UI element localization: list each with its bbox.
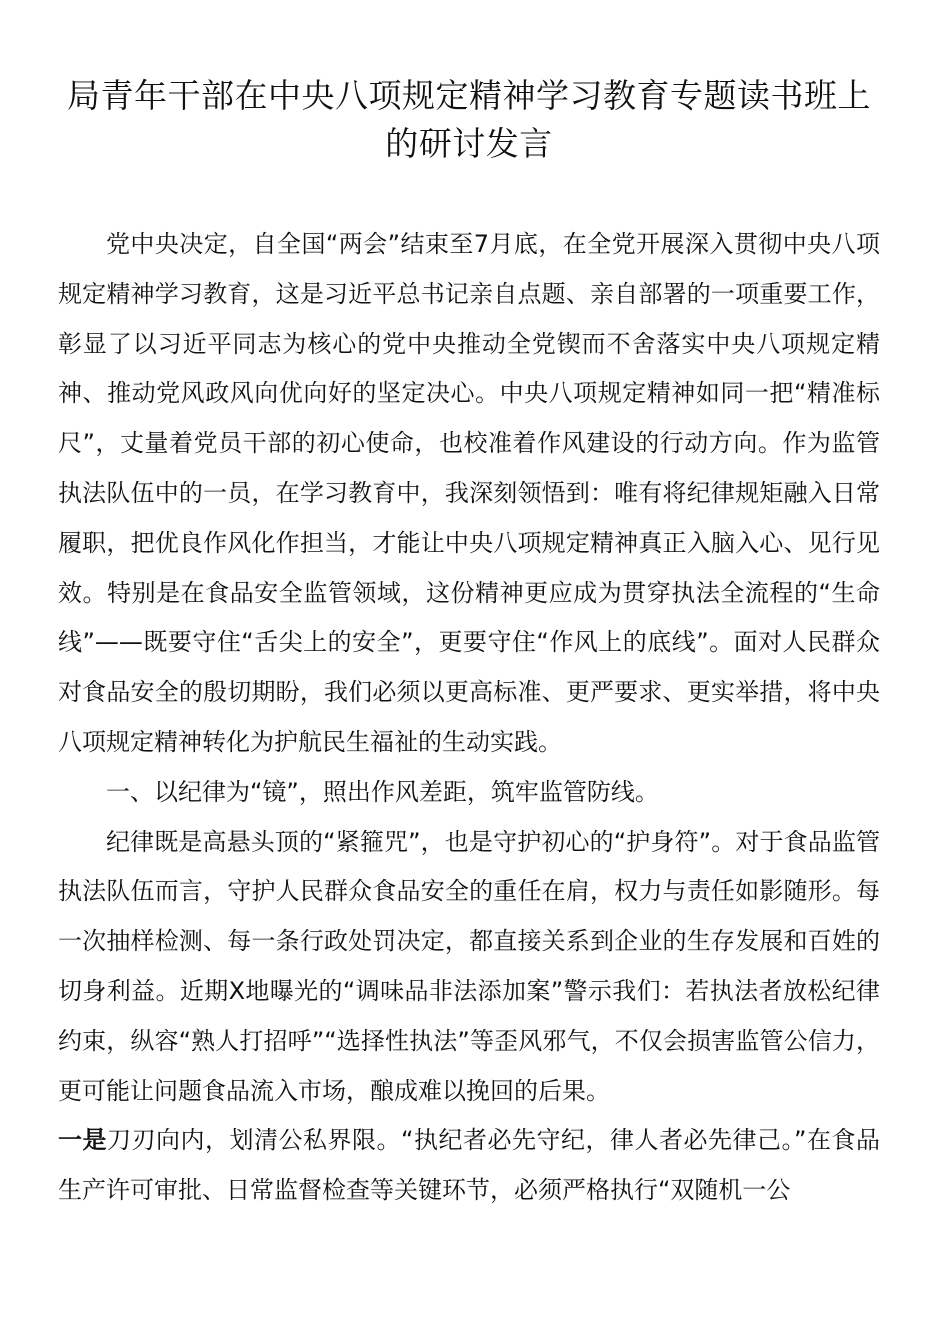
point-label: 一是 [58, 1126, 108, 1155]
intro-paragraph: 党中央决定，自全国“两会”结束至7月底，在全党开展深入贯彻中央八项规定精神学习教育，这是习近平总书记亲自点题、亲自部署的一项重要工作，彰显了以习近平同志为核心的党中央推动全党锲而不舍落实中央八项规定精神、推动党风政风向优向好的坚定决心。中央八项规定精神如同一把“精准标尺”，丈量着党员干部的初心使命，也校准着作风建设的行动方向。作为监管执法队伍中的一员，在学习教育中，我深刻领悟到：唯有将纪律规矩融入日常履职，把优良作风化作担当，才能让中央八项规定精神真正入脑入心、见行见效。特别是在食品安全监管领域，这份精神更应成为贯穿执法全流程的“生命线”——既要守住“舌尖上的安全”，更要守住“作风上的底线”。面对人民群众对食品安全的殷切期盼，我们必须以更高标准、更严要求、更实举措，将中央八项规定精神转化为护航民生福祉的生动实践。 [58, 230, 880, 756]
document-page [58, 0, 880, 1216]
document-body [58, 220, 880, 1216]
point-text: 刀刃向内，划清公私界限。“执纪者必先守纪，律人者必先律己。”在食品生产许可审批、日常监督检查等关键环节，必须严格执行“双随机一公 [58, 1126, 880, 1205]
section-paragraph: 纪律既是高悬头顶的“紧箍咒”，也是守护初心的“护身符”。对于食品监管执法队伍而言，守护人民群众食品安全的重任在肩，权力与责任如影随形。每一次抽样检测、每一条行政处罚决定，都直接关系到企业的生存发展和百姓的切身利益。近期X地曝光的“调味品非法添加案”警示我们：若执法者放松纪律约束，纵容“熟人打招呼”“选择性执法”等歪风邪气，不仅会损害监管公信力，更可能让问题食品流入市场，酿成难以挽回的后果。 [58, 827, 880, 1105]
point-paragraph [58, 1116, 880, 1216]
section-heading: 一、以纪律为“镜”，照出作风差距，筑牢监管防线。 [106, 777, 659, 806]
document-title: 局青年干部在中央八项规定精神学习教育专题读书班上的研讨发言 [67, 76, 871, 163]
